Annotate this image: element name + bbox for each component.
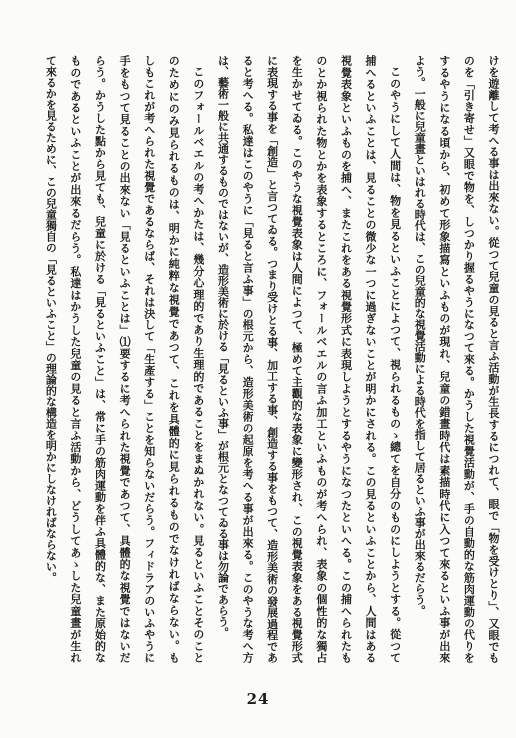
text-column: ものであるといふことが出來るだらう。私達はかうした兒童の見ると言ふ活動から、どうしてあゝした兒童畫が生れ [68, 55, 82, 663]
text-column: 捕へるといふことは、見ることの微少な一つに過ぎないことが明かにされる。この見るといふことから、人間はある [364, 55, 378, 663]
text-column: するやうになる頃から、初めて形象描寫といふものが現れ、兒童の錯畫時代は素描時代に入つて來るといふ事が出來 [437, 55, 451, 663]
text-column: ると考へる。私達はこのやうに「見ると言ふ事」の根元から、造形美術の起原を考へる事が出來る。このやうな考へ方 [241, 55, 255, 663]
text-column: よう。一般に兒童畫といはれる時代は、この兒童的な視覺活動による時代を指して居るといふ事が出來るだらう。 [413, 55, 427, 616]
text-column: しもこれが考へられた視覺であるならば、それは決して「生產する」ことを知らないだらう。フィドラアのいふやうに [142, 55, 156, 663]
text-column: に表現する事を「創造」と言つてゐる。つまり受けとる事、加工する事、創造する事をもつて、造形美術の發展過程であ [265, 55, 279, 663]
page-number: 24 [246, 690, 270, 708]
text-column: 視覺表象といふものを捕へ、またこれをある視覺形式に表現しようとするやうになつたといへる。この捕へられたも [339, 55, 353, 663]
text-column: のためにのみ見られるものは、明かに純粹な視覺であつて、これを具體的に見られるものでなければならない。も [167, 55, 181, 663]
text-column: のを「引き寄せ」又眼で物を、しつかり握るやうになつて來る。かうした視覺活動が、手の自動的な筋肉運動の代りを [462, 55, 476, 663]
text-column: を生かせてゐる。このやうな視覺表象は人間によつて、極めて主觀的な表象に變形され、この視覺表象をある視覺形式 [290, 55, 304, 663]
text-column: このやうにして人間は、物を見るといふことによつて、視られるものゝ總てを自分のものにしようとする。從つて [388, 66, 402, 663]
text-column: て來るかを見るために、この兒童獨自の「見るといふこと」の理論的な構造を明かにしなければならない。 [44, 55, 58, 583]
text-column: は、藝術一般に共通するものではないが、造形美術に於ける「見るといふ事」が根元となつてゐる事は勿論であらう。 [216, 55, 230, 638]
text-column: このフォールベエルの考へかたは、幾分心理的であり生理的であることをまぬかれない。見るといふことそのこと [191, 66, 205, 663]
text-column: 手をもつて見ることの出來ない「見るといふことは」⑴要するに考へられた視覺であつて、具體的な視覺ではないだ [118, 55, 132, 663]
text-column: のとか視られた物とかを表象するところに、フォールベエルの言ふ加工といふものが考へられ、表象の個性的な獨占 [314, 55, 328, 663]
text-column: らう。かうした點から見ても、兒童に於ける「見るといふこと」は、常に手の筋肉運動を伴ふ具體的な、また原始的な [93, 55, 107, 663]
text-column: けを遊離して考へる事は出來ない。從つて兒童の見ると言ふ活動が生長するにつれて、眼で「物を受けとり」、又眼でも [487, 55, 500, 663]
body-text [38, 55, 505, 663]
